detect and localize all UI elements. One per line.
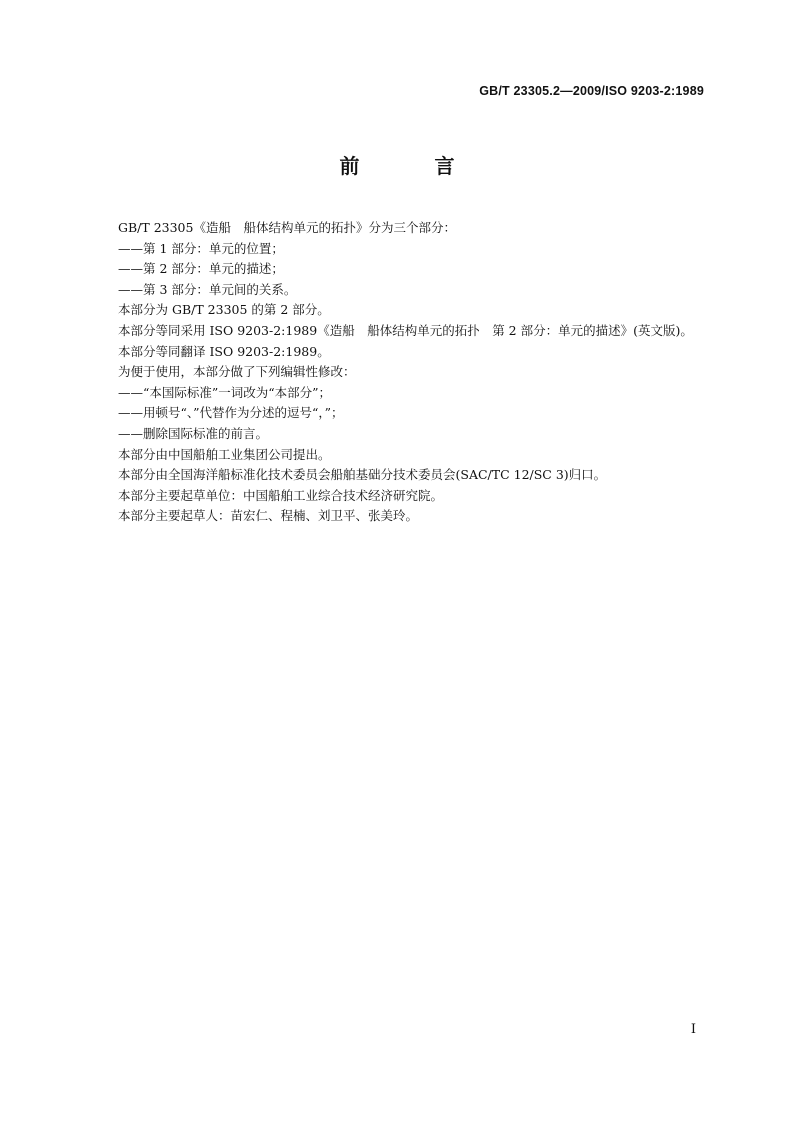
page-title: 前 言 — [339, 154, 489, 178]
paragraph-line: 本部分为 GB/T 23305 的第 2 部分。 — [118, 302, 330, 318]
paragraph-line: 为便于使用，本部分做了下列编辑性修改： — [118, 364, 356, 380]
paragraph-line: ——“本国际标准”一词改为“本部分”； — [118, 384, 332, 400]
foreword-body — [118, 218, 718, 527]
paragraph-line: 本部分主要起草人：苗宏仁、程楠、刘卫平、张美玲。 — [118, 508, 419, 524]
page-number: I — [690, 1022, 696, 1037]
paragraph-line: ——第 1 部分：单元的位置； — [118, 240, 284, 256]
paragraph-line: 本部分由全国海洋船标准化技术委员会船舶基础分技术委员会(SAC/TC 12/SC 3)归口。 — [118, 467, 607, 483]
paragraph-line: ——用顿号“、”代替作为分述的逗号“，”； — [118, 405, 344, 421]
paragraph-line: GB/T 23305《造船 船体结构单元的拓扑》分为三个部分： — [118, 220, 456, 235]
paragraph-line: 本部分主要起草单位：中国船舶工业综合技术经济研究院。 — [118, 487, 444, 503]
paragraph-line: 本部分等同采用 ISO 9203-2:1989《造船 船体结构单元的拓扑 第 2 部分：单元的描述》(英文版)。 — [118, 322, 693, 338]
paragraph-line: ——第 2 部分：单元的描述； — [118, 261, 284, 277]
paragraph-line: ——删除国际标准的前言。 — [118, 425, 269, 441]
standard-code: GB/T 23305.2—2009/ISO 9203-2:1989 — [479, 84, 704, 98]
paragraph-line: 本部分等同翻译 ISO 9203-2:1989。 — [118, 343, 330, 359]
paragraph-line: ——第 3 部分：单元间的关系。 — [118, 281, 297, 297]
paragraph-line: 本部分由中国船舶工业集团公司提出。 — [118, 446, 331, 462]
